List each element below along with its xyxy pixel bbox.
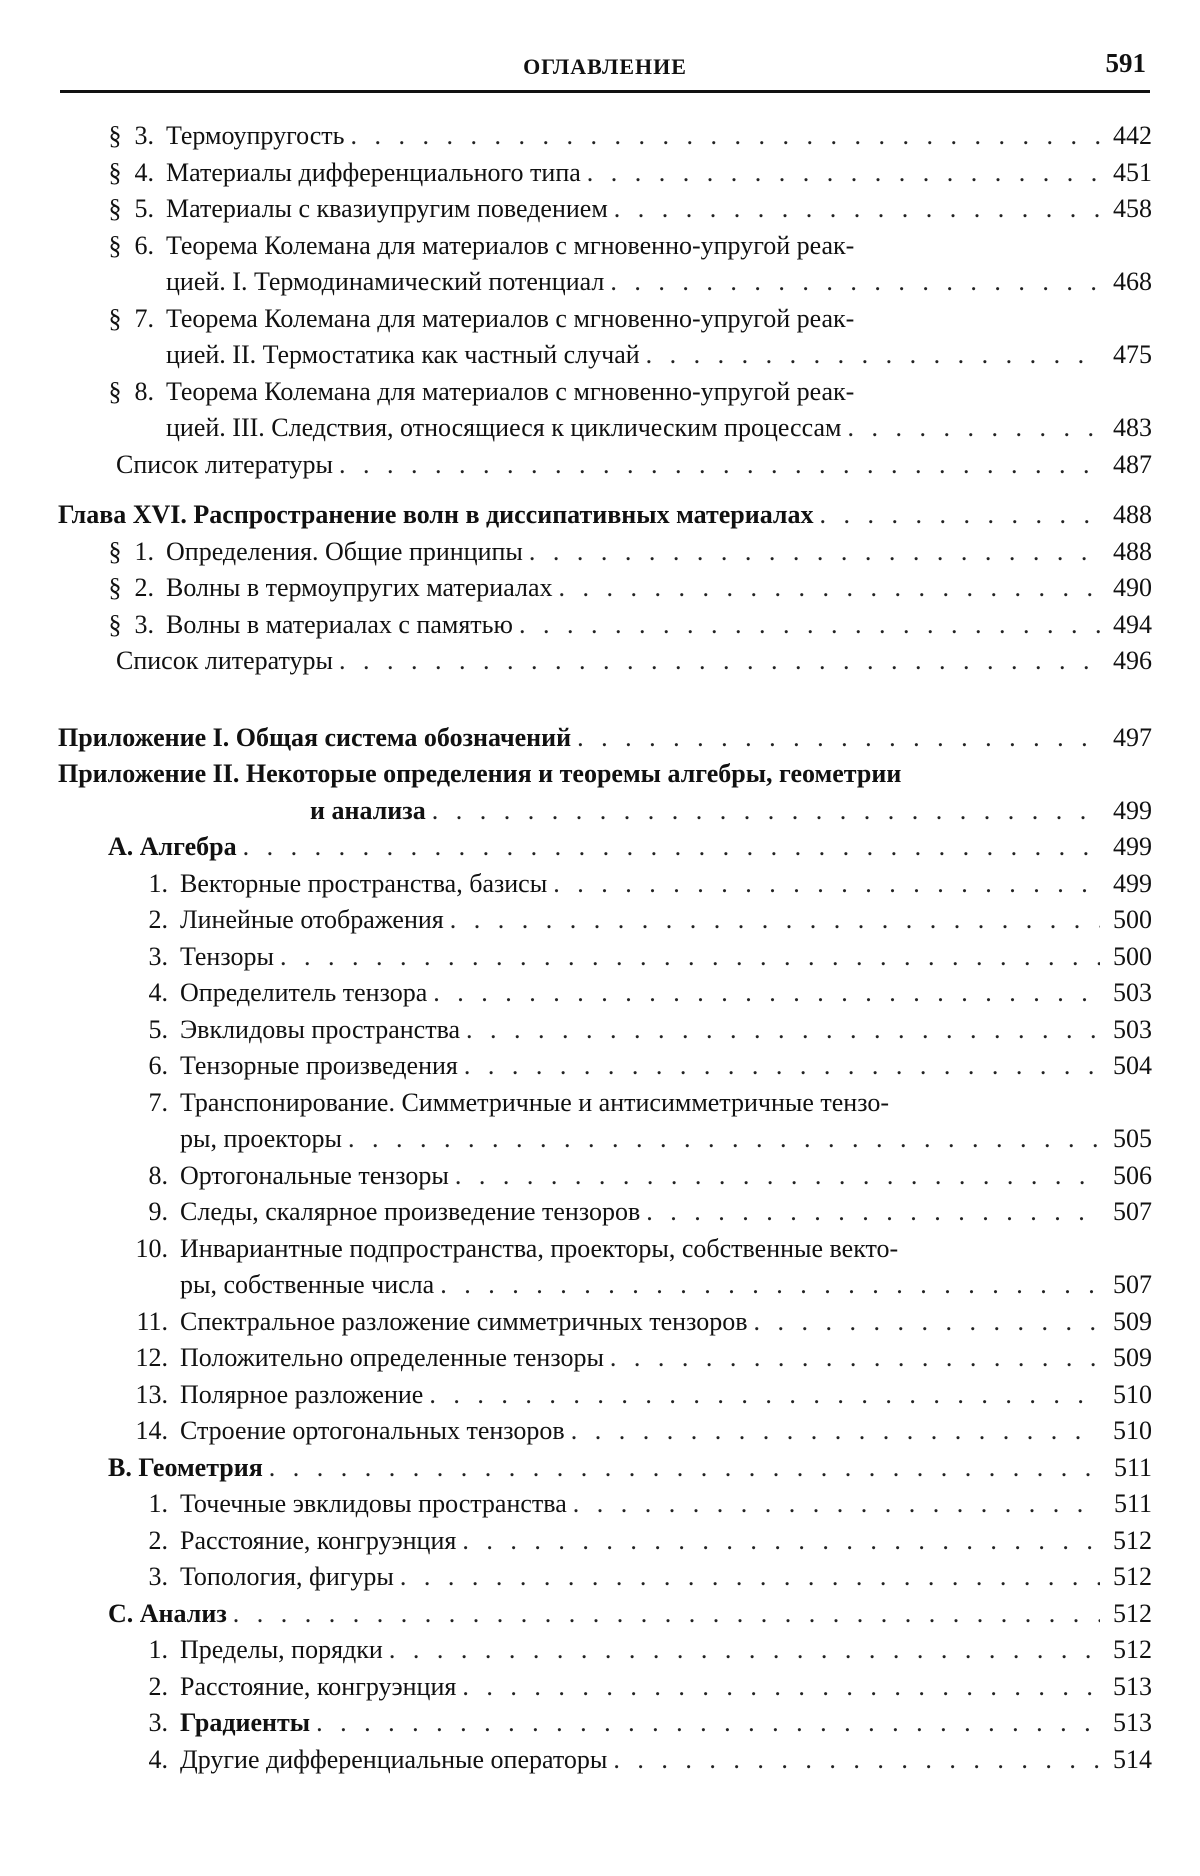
table-of-contents: [58, 118, 1152, 1778]
toc-row: [58, 1340, 1152, 1377]
entry-body: [58, 866, 1152, 903]
entry-number: 3.: [134, 121, 154, 150]
entry-page: 512: [1113, 1562, 1152, 1591]
toc-entry: [58, 1742, 1152, 1779]
toc-row: [58, 975, 1152, 1012]
entry-page: 505: [1113, 1124, 1152, 1153]
section-sign: §: [108, 536, 122, 566]
entry-body: [58, 1523, 1152, 1560]
toc-entry: [58, 1048, 1152, 1085]
entry-body: [58, 570, 1152, 607]
entry-body: [58, 793, 1152, 830]
entry-title: Определения. Общие принципы: [166, 536, 523, 566]
toc-row: [58, 607, 1152, 644]
entry-body: [58, 155, 1152, 192]
entry-page: 511: [1113, 1489, 1152, 1518]
toc-row: [58, 1048, 1152, 1085]
entry-title: Спектральное разложение симметричных тензоров: [180, 1306, 748, 1336]
toc-entry: [58, 1231, 1152, 1304]
toc-row: [58, 410, 1152, 447]
entry-body: [58, 410, 1152, 447]
entry-body: [58, 1486, 1152, 1523]
toc-row: [58, 497, 1152, 534]
entry-number: 4.: [148, 1744, 168, 1774]
toc-entry: [58, 1450, 1152, 1487]
dot-leader: [269, 1450, 1100, 1487]
entry-title: Теорема Колемана для материалов с мгновенно-упругой реак-: [166, 230, 855, 260]
dot-leader: [613, 1742, 1100, 1779]
entry-title: Расстояние, конгруэнция: [180, 1525, 457, 1555]
toc-entry: [58, 1194, 1152, 1231]
entry-body: [58, 1596, 1152, 1633]
entry-title: Тензоры: [180, 941, 274, 971]
toc-entry: [58, 1158, 1152, 1195]
dot-leader: [571, 1413, 1100, 1450]
dot-leader: [553, 866, 1100, 903]
toc-row: [58, 866, 1152, 903]
dot-leader: [233, 1596, 1100, 1633]
toc-entry: [58, 301, 1152, 374]
dot-leader: [450, 902, 1100, 939]
toc-entry: [58, 1596, 1152, 1633]
section-sign: §: [108, 573, 122, 602]
toc-row-start: [58, 756, 1152, 793]
section-sign: §: [108, 194, 122, 223]
toc-row-start: [58, 1231, 1152, 1268]
toc-row-start: [58, 374, 1152, 411]
toc-row: [58, 1669, 1152, 1706]
toc-row-start: [58, 228, 1152, 265]
entry-page: 475: [1113, 340, 1152, 369]
entry-title: Термоупругость: [166, 121, 345, 150]
entry-page: 468: [1113, 267, 1152, 296]
dot-leader: [529, 534, 1100, 571]
entry-number: 4.: [134, 157, 154, 187]
toc-entry: [58, 902, 1152, 939]
dot-leader: [243, 829, 1100, 866]
dot-leader: [339, 643, 1100, 680]
entry-body: [58, 1012, 1152, 1049]
toc-entry: [58, 939, 1152, 976]
dot-leader: [610, 264, 1100, 301]
entry-title: цией. III. Следствия, относящиеся к циклическим процессам: [166, 413, 842, 442]
spacer: [58, 680, 1152, 720]
toc-entry: [58, 191, 1152, 228]
entry-body: [58, 829, 1152, 866]
toc-entry: [58, 866, 1152, 903]
section-sign: §: [108, 157, 122, 187]
entry-number: 7.: [134, 303, 154, 333]
entry-page: 511: [1113, 1452, 1152, 1482]
toc-entry: [58, 1085, 1152, 1158]
toc-entry: [58, 118, 1152, 155]
entry-body: [58, 1158, 1152, 1195]
dot-leader: [440, 1267, 1100, 1304]
entry-body: [58, 1304, 1152, 1341]
entry-body: [58, 939, 1152, 976]
toc-row: [58, 720, 1152, 757]
entry-page: 494: [1113, 609, 1152, 639]
entry-page: 458: [1113, 194, 1152, 223]
toc-row: [58, 1304, 1152, 1341]
entry-page: 499: [1113, 868, 1152, 898]
header-rule: [60, 90, 1150, 93]
toc-row: [58, 1450, 1152, 1487]
entry-title: Список литературы: [116, 449, 333, 479]
dot-leader: [455, 1158, 1100, 1195]
entry-title: Волны в материалах с памятью: [166, 609, 513, 639]
toc-entry: [58, 1340, 1152, 1377]
entry-page: 507: [1113, 1197, 1152, 1226]
entry-page: 509: [1113, 1306, 1152, 1336]
toc-row: [58, 829, 1152, 866]
entry-body: [58, 301, 1152, 338]
toc-entry: [58, 1632, 1152, 1669]
toc-entry: [58, 1669, 1152, 1706]
toc-row: [58, 1194, 1152, 1231]
entry-page: 513: [1113, 1708, 1152, 1737]
toc-row: [58, 939, 1152, 976]
dot-leader: [587, 155, 1100, 192]
entry-body: [58, 1669, 1152, 1706]
page-number: 591: [1105, 48, 1146, 78]
entry-title: Транспонирование. Симметричные и антисимметричные тензо-: [180, 1087, 889, 1117]
toc-entry: [58, 228, 1152, 301]
dot-leader: [432, 793, 1100, 830]
toc-row: [58, 1523, 1152, 1560]
entry-number: 3.: [148, 941, 168, 971]
toc-row: [58, 1413, 1152, 1450]
section-sign: §: [108, 230, 122, 260]
dot-leader: [577, 720, 1100, 757]
toc-entry: [58, 1304, 1152, 1341]
entry-title: Строение ортогональных тензоров: [180, 1416, 565, 1445]
toc-row: [58, 1121, 1152, 1158]
entry-number: 14.: [135, 1416, 168, 1445]
section-sign: §: [108, 303, 122, 333]
entry-number: 6.: [134, 230, 154, 260]
entry-number: 5.: [134, 194, 154, 223]
dot-leader: [847, 410, 1100, 447]
entry-page: 496: [1113, 646, 1152, 675]
entry-title: Приложение I. Общая система обозначений: [58, 722, 572, 752]
entry-page: 499: [1113, 795, 1152, 825]
toc-entry: [58, 155, 1152, 192]
entry-body: [58, 1231, 1152, 1268]
entry-page: 503: [1113, 1014, 1152, 1044]
entry-body: [58, 497, 1152, 534]
entry-title: и анализа: [310, 795, 426, 825]
entry-title: Тензорные произведения: [180, 1051, 458, 1080]
entry-number: 11.: [136, 1306, 168, 1336]
entry-title: A. Алгебра: [108, 832, 237, 861]
toc-row: [58, 1012, 1152, 1049]
entry-title: Векторные пространства, базисы: [180, 868, 548, 898]
entry-body: [58, 118, 1152, 155]
toc-row-start: [58, 301, 1152, 338]
entry-number: 10.: [135, 1233, 168, 1263]
entry-body: [58, 643, 1152, 680]
toc-entry: [58, 756, 1152, 829]
toc-row: [58, 570, 1152, 607]
entry-number: 1.: [148, 868, 168, 898]
section-sign: §: [108, 609, 122, 639]
entry-number: 7.: [148, 1087, 168, 1117]
entry-number: 1.: [134, 536, 154, 566]
entry-title: Полярное разложение: [180, 1379, 424, 1409]
entry-title: C. Анализ: [108, 1598, 227, 1628]
entry-page: 509: [1113, 1343, 1152, 1372]
entry-title: Материалы дифференциального типа: [166, 157, 581, 187]
toc-row: [58, 1559, 1152, 1596]
entry-number: 8.: [148, 1160, 168, 1190]
entry-number: 2.: [148, 1671, 168, 1701]
dot-leader: [646, 1194, 1100, 1231]
page-header: [60, 48, 1150, 92]
entry-body: [58, 1340, 1152, 1377]
entry-body: [58, 1267, 1152, 1304]
dot-leader: [462, 1523, 1100, 1560]
entry-title: B. Геометрия: [108, 1452, 263, 1482]
entry-title: цией. I. Термодинамический потенциал: [166, 267, 605, 296]
entry-body: [58, 1194, 1152, 1231]
toc-entry: [58, 1377, 1152, 1414]
entry-page: 442: [1113, 121, 1152, 150]
toc-entry: [58, 1486, 1152, 1523]
entry-page: 512: [1113, 1598, 1152, 1628]
entry-title: Теорема Колемана для материалов с мгновенно-упругой реак-: [166, 376, 855, 406]
entry-body: [58, 1450, 1152, 1487]
dot-leader: [646, 337, 1100, 374]
entry-page: 488: [1113, 536, 1152, 566]
toc-entry: [58, 829, 1152, 866]
toc-row: [58, 155, 1152, 192]
spacer: [58, 483, 1152, 497]
entry-title: Определитель тензора: [180, 978, 428, 1007]
dot-leader: [389, 1632, 1100, 1669]
entry-page: 497: [1113, 722, 1152, 752]
entry-number: 1.: [148, 1635, 168, 1664]
entry-title: ры, собственные числа: [180, 1270, 435, 1299]
entry-title: Теорема Колемана для материалов с мгновенно-упругой реак-: [166, 303, 855, 333]
dot-leader: [464, 1048, 1100, 1085]
toc-row: [58, 118, 1152, 155]
toc-row: [58, 1705, 1152, 1742]
entry-body: [58, 337, 1152, 374]
entry-number: 1.: [148, 1489, 168, 1518]
entry-number: 3.: [148, 1562, 168, 1591]
entry-body: [58, 1377, 1152, 1414]
toc-entry: [58, 534, 1152, 571]
toc-entry: [58, 1523, 1152, 1560]
dot-leader: [610, 1340, 1100, 1377]
toc-entry: [58, 447, 1152, 484]
entry-body: [58, 264, 1152, 301]
entry-title: Эвклидовы пространства: [180, 1014, 461, 1044]
entry-number: 5.: [148, 1014, 168, 1044]
entry-title: Градиенты: [180, 1708, 311, 1737]
entry-page: 488: [1113, 500, 1152, 529]
entry-page: 483: [1113, 413, 1152, 442]
toc-row: [58, 447, 1152, 484]
entry-page: 490: [1113, 573, 1152, 602]
dot-leader: [559, 570, 1101, 607]
entry-page: 451: [1113, 157, 1152, 187]
toc-entry: [58, 570, 1152, 607]
entry-body: [58, 1121, 1152, 1158]
toc-entry: [58, 607, 1152, 644]
entry-page: 510: [1113, 1379, 1152, 1409]
toc-row: [58, 1632, 1152, 1669]
toc-row: [58, 191, 1152, 228]
entry-number: 3.: [134, 609, 154, 639]
entry-page: 500: [1113, 941, 1152, 971]
entry-page: 514: [1113, 1744, 1152, 1774]
entry-number: 2.: [148, 905, 168, 934]
entry-body: [58, 228, 1152, 265]
entry-page: 504: [1113, 1051, 1152, 1080]
entry-title: Другие дифференциальные операторы: [180, 1744, 608, 1774]
entry-number: 3.: [148, 1708, 168, 1737]
entry-body: [58, 1705, 1152, 1742]
dot-leader: [466, 1012, 1100, 1049]
entry-title: Приложение II. Некоторые определения и теоремы алгебры, геометрии: [58, 759, 902, 788]
entry-body: [58, 902, 1152, 939]
entry-page: 503: [1113, 978, 1152, 1007]
toc-row: [58, 902, 1152, 939]
toc-entry: [58, 1559, 1152, 1596]
dot-leader: [820, 497, 1100, 534]
toc-entry: [58, 374, 1152, 447]
toc-entry: [58, 720, 1152, 757]
entry-number: 4.: [148, 978, 168, 1007]
toc-row: [58, 1742, 1152, 1779]
section-sign: §: [108, 121, 122, 150]
toc-row: [58, 793, 1152, 830]
entry-body: [58, 1742, 1152, 1779]
toc-row: [58, 1377, 1152, 1414]
entry-body: [58, 1085, 1152, 1122]
dot-leader: [753, 1304, 1100, 1341]
entry-title: Волны в термоупругих материалах: [166, 573, 553, 602]
entry-body: [58, 1413, 1152, 1450]
entry-title: Инвариантные подпространства, проекторы, собственные векто-: [180, 1233, 899, 1263]
entry-body: [58, 756, 1152, 793]
entry-title: Линейные отображения: [180, 905, 444, 934]
toc-entry: [58, 1012, 1152, 1049]
toc-row: [58, 264, 1152, 301]
toc-row: [58, 1596, 1152, 1633]
entry-title: Глава XVI. Распространение волн в диссипативных материалах: [58, 500, 814, 529]
entry-page: 506: [1113, 1160, 1152, 1190]
entry-page: 510: [1113, 1416, 1152, 1445]
toc-row: [58, 1158, 1152, 1195]
dot-leader: [351, 118, 1101, 155]
entry-page: 500: [1113, 905, 1152, 934]
entry-body: [58, 975, 1152, 1012]
toc-row: [58, 1267, 1152, 1304]
entry-title: Следы, скалярное произведение тензоров: [180, 1197, 641, 1226]
section-sign: §: [108, 376, 122, 406]
dot-leader: [339, 447, 1100, 484]
entry-body: [58, 534, 1152, 571]
entry-number: 13.: [135, 1379, 168, 1409]
entry-body: [58, 1559, 1152, 1596]
dot-leader: [348, 1121, 1100, 1158]
dot-leader: [433, 975, 1100, 1012]
entry-number: 8.: [134, 376, 154, 406]
toc-entry: [58, 975, 1152, 1012]
entry-page: 512: [1113, 1635, 1152, 1664]
entry-title: ры, проекторы: [180, 1124, 343, 1153]
entry-title: цией. II. Термостатика как частный случай: [166, 340, 640, 369]
entry-title: Топология, фигуры: [180, 1562, 394, 1591]
toc-entry: [58, 1705, 1152, 1742]
dot-leader: [614, 191, 1100, 228]
entry-body: [58, 720, 1152, 757]
entry-body: [58, 607, 1152, 644]
dot-leader: [519, 607, 1100, 644]
dot-leader: [573, 1486, 1100, 1523]
entry-title: Материалы с квазиупругим поведением: [166, 194, 608, 223]
entry-number: 12.: [135, 1343, 168, 1372]
toc-row: [58, 1486, 1152, 1523]
entry-page: 512: [1113, 1525, 1152, 1555]
entry-number: 2.: [148, 1525, 168, 1555]
toc-row: [58, 643, 1152, 680]
entry-page: 507: [1113, 1270, 1152, 1299]
entry-number: 9.: [148, 1197, 168, 1226]
toc-row: [58, 534, 1152, 571]
entry-title: Положительно определенные тензоры: [180, 1343, 604, 1372]
dot-leader: [316, 1705, 1100, 1742]
running-title: ОГЛАВЛЕНИЕ: [523, 54, 687, 79]
entry-page: 487: [1113, 449, 1152, 479]
dot-leader: [400, 1559, 1100, 1596]
toc-row-start: [58, 1085, 1152, 1122]
entry-page: 499: [1113, 832, 1152, 861]
entry-body: [58, 1048, 1152, 1085]
entry-number: 2.: [134, 573, 154, 602]
toc-row: [58, 337, 1152, 374]
toc-entry: [58, 1413, 1152, 1450]
entry-body: [58, 374, 1152, 411]
dot-leader: [429, 1377, 1100, 1414]
entry-title: Ортогональные тензоры: [180, 1160, 449, 1190]
entry-body: [58, 447, 1152, 484]
dot-leader: [462, 1669, 1100, 1706]
entry-number: 6.: [148, 1051, 168, 1080]
dot-leader: [280, 939, 1100, 976]
entry-title: Пределы, порядки: [180, 1635, 383, 1664]
entry-page: 513: [1113, 1671, 1152, 1701]
toc-entry: [58, 643, 1152, 680]
entry-body: [58, 1632, 1152, 1669]
entry-body: [58, 191, 1152, 228]
toc-entry: [58, 497, 1152, 534]
entry-title: Точечные эвклидовы пространства: [180, 1489, 567, 1518]
entry-title: Расстояние, конгруэнция: [180, 1671, 457, 1701]
entry-title: Список литературы: [116, 646, 333, 675]
